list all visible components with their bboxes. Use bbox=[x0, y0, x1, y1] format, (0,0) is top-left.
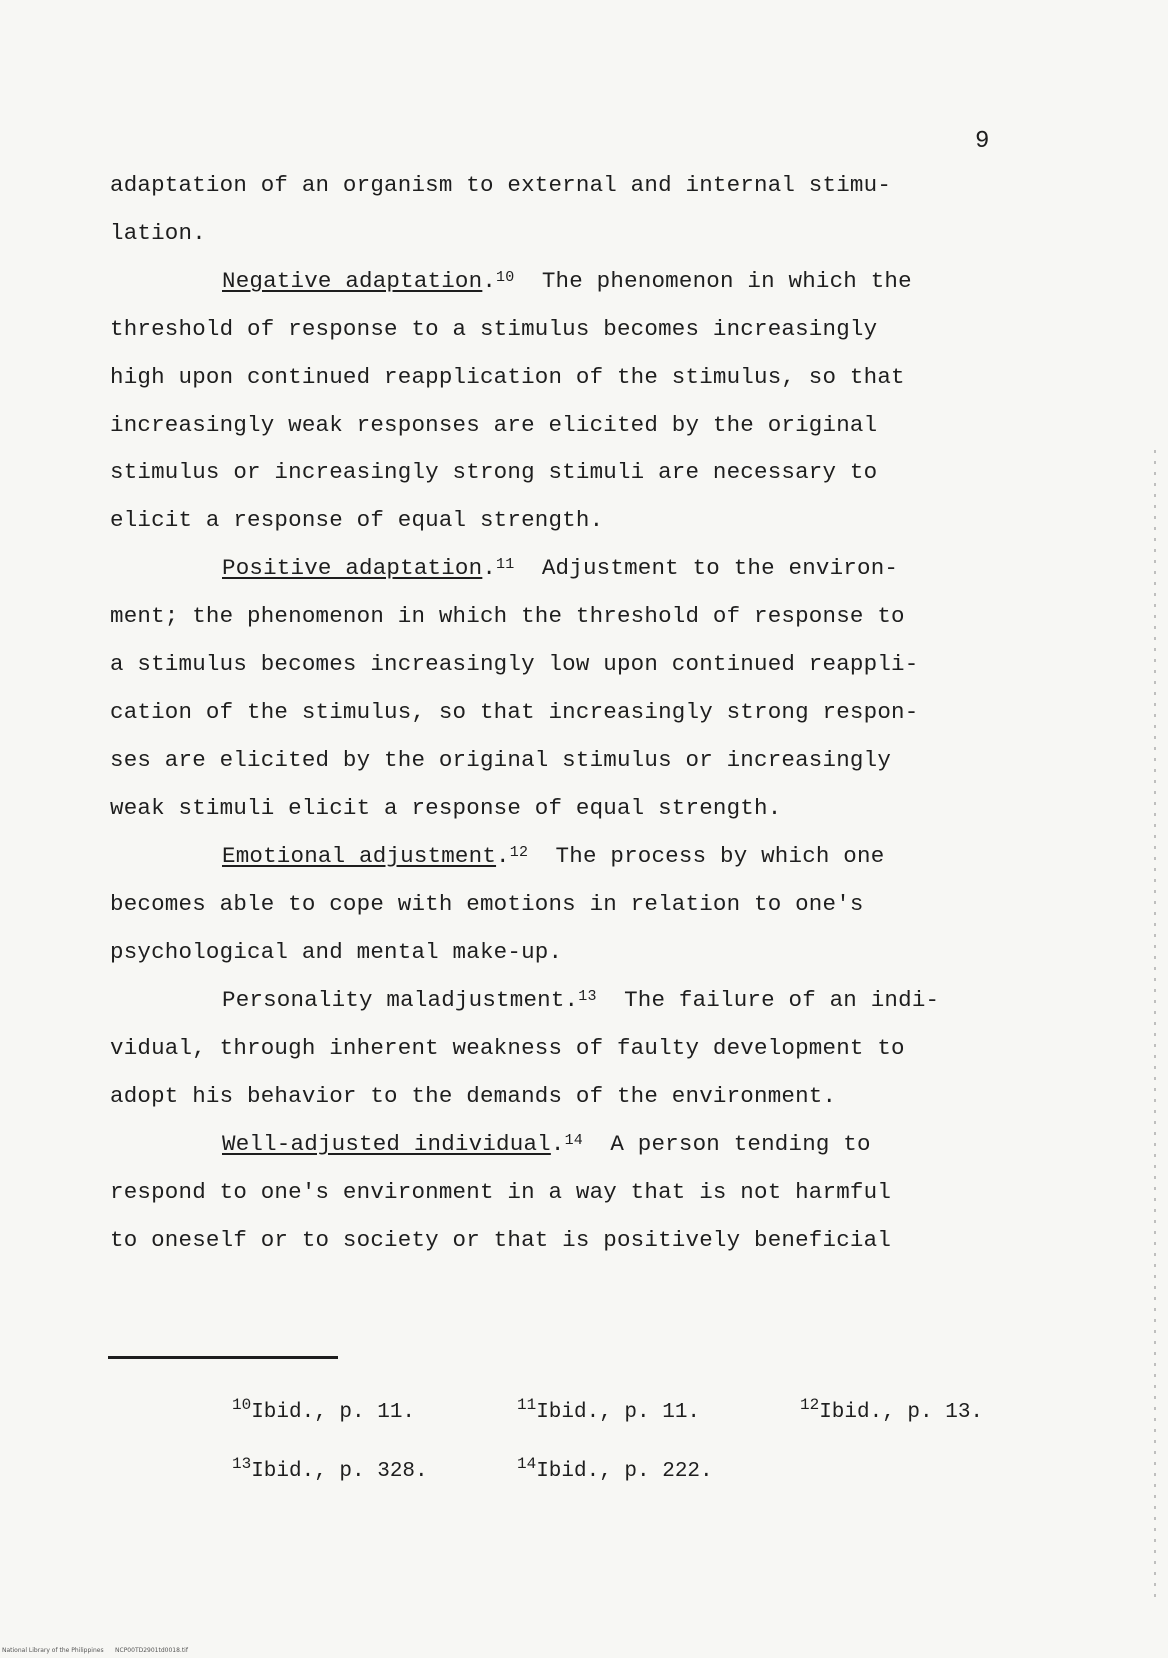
body-line: lation. bbox=[110, 220, 206, 246]
body-line: ment; the phenomenon in which the threshold of response to bbox=[110, 603, 905, 629]
body-line: weak stimuli elicit a response of equal strength. bbox=[110, 795, 782, 821]
body-line: ses are elicited by the original stimulus or increasingly bbox=[110, 747, 892, 773]
body-line: psychological and mental make-up. bbox=[110, 939, 563, 965]
footnote-ref: 10 bbox=[496, 269, 515, 286]
body-line: high upon continued reapplication of the stimulus, so that bbox=[110, 364, 905, 390]
footnote: $^{12}$Ibid., p. 13. bbox=[800, 1396, 984, 1424]
footnote: $^{10}$Ibid., p. 11. bbox=[232, 1396, 416, 1424]
definition-line: Well-adjusted individual.$^{14}$ A person tending to bbox=[222, 1131, 871, 1157]
term-emotional-adjustment: Emotional adjustment bbox=[222, 843, 497, 869]
body-line: to oneself or to society or that is positively beneficial bbox=[110, 1227, 892, 1253]
footnote-ref: 12 bbox=[509, 844, 529, 861]
footnote: $^{13}$Ibid., p. 328. bbox=[232, 1455, 428, 1483]
body-line: vidual, through inherent weakness of faulty development to bbox=[110, 1035, 905, 1061]
scan-footer: National Library of the Philippines NCP00TD2901td0018.tif bbox=[2, 1647, 188, 1654]
body-line: becomes able to cope with emotions in relation to one's bbox=[110, 891, 864, 917]
footnote: $^{11}$Ibid., p. 11. bbox=[517, 1396, 701, 1424]
scan-edge-artifact bbox=[1154, 450, 1156, 1600]
body-line: adopt his behavior to the demands of the environment. bbox=[110, 1083, 837, 1109]
body-line: threshold of response to a stimulus becomes increasingly bbox=[110, 316, 878, 342]
definition-line: Negative adaptation.$^{10}$ The phenomenon in which the bbox=[222, 268, 912, 294]
term-negative-adaptation: Negative adaptation bbox=[222, 268, 483, 294]
body-line: elicit a response of equal strength. bbox=[110, 507, 604, 533]
definition-line: Personality maladjustment.$^{13}$ The failure of an indi- bbox=[222, 987, 940, 1013]
definition-line: Positive adaptation.$^{11}$ Adjustment to the environ- bbox=[222, 555, 899, 581]
body-line: cation of the stimulus, so that increasingly strong respon- bbox=[110, 699, 919, 725]
page-number: 9 bbox=[975, 128, 990, 155]
body-line: a stimulus becomes increasingly low upon continued reappli- bbox=[110, 651, 919, 677]
term-positive-adaptation: Positive adaptation bbox=[222, 555, 483, 581]
definition-line: Emotional adjustment.$^{12}$ The process by which one bbox=[222, 843, 885, 869]
body-line: increasingly weak responses are elicited by the original bbox=[110, 412, 878, 438]
footnote-ref: 14 bbox=[564, 1132, 583, 1149]
footnote-divider bbox=[108, 1356, 338, 1359]
body-line: respond to one's environment in a way that is not harmful bbox=[110, 1179, 892, 1205]
term-personality-maladjustment: Personality maladjustment. bbox=[222, 987, 579, 1013]
body-line: stimulus or increasingly strong stimuli are necessary to bbox=[110, 459, 878, 485]
footnote-ref: 13 bbox=[578, 988, 597, 1005]
footnote-ref: 11 bbox=[496, 556, 515, 573]
footnote: $^{14}$Ibid., p. 222. bbox=[517, 1455, 713, 1483]
body-line: adaptation of an organism to external and internal stimu- bbox=[110, 172, 892, 198]
term-well-adjusted-individual: Well-adjusted individual bbox=[222, 1131, 551, 1157]
